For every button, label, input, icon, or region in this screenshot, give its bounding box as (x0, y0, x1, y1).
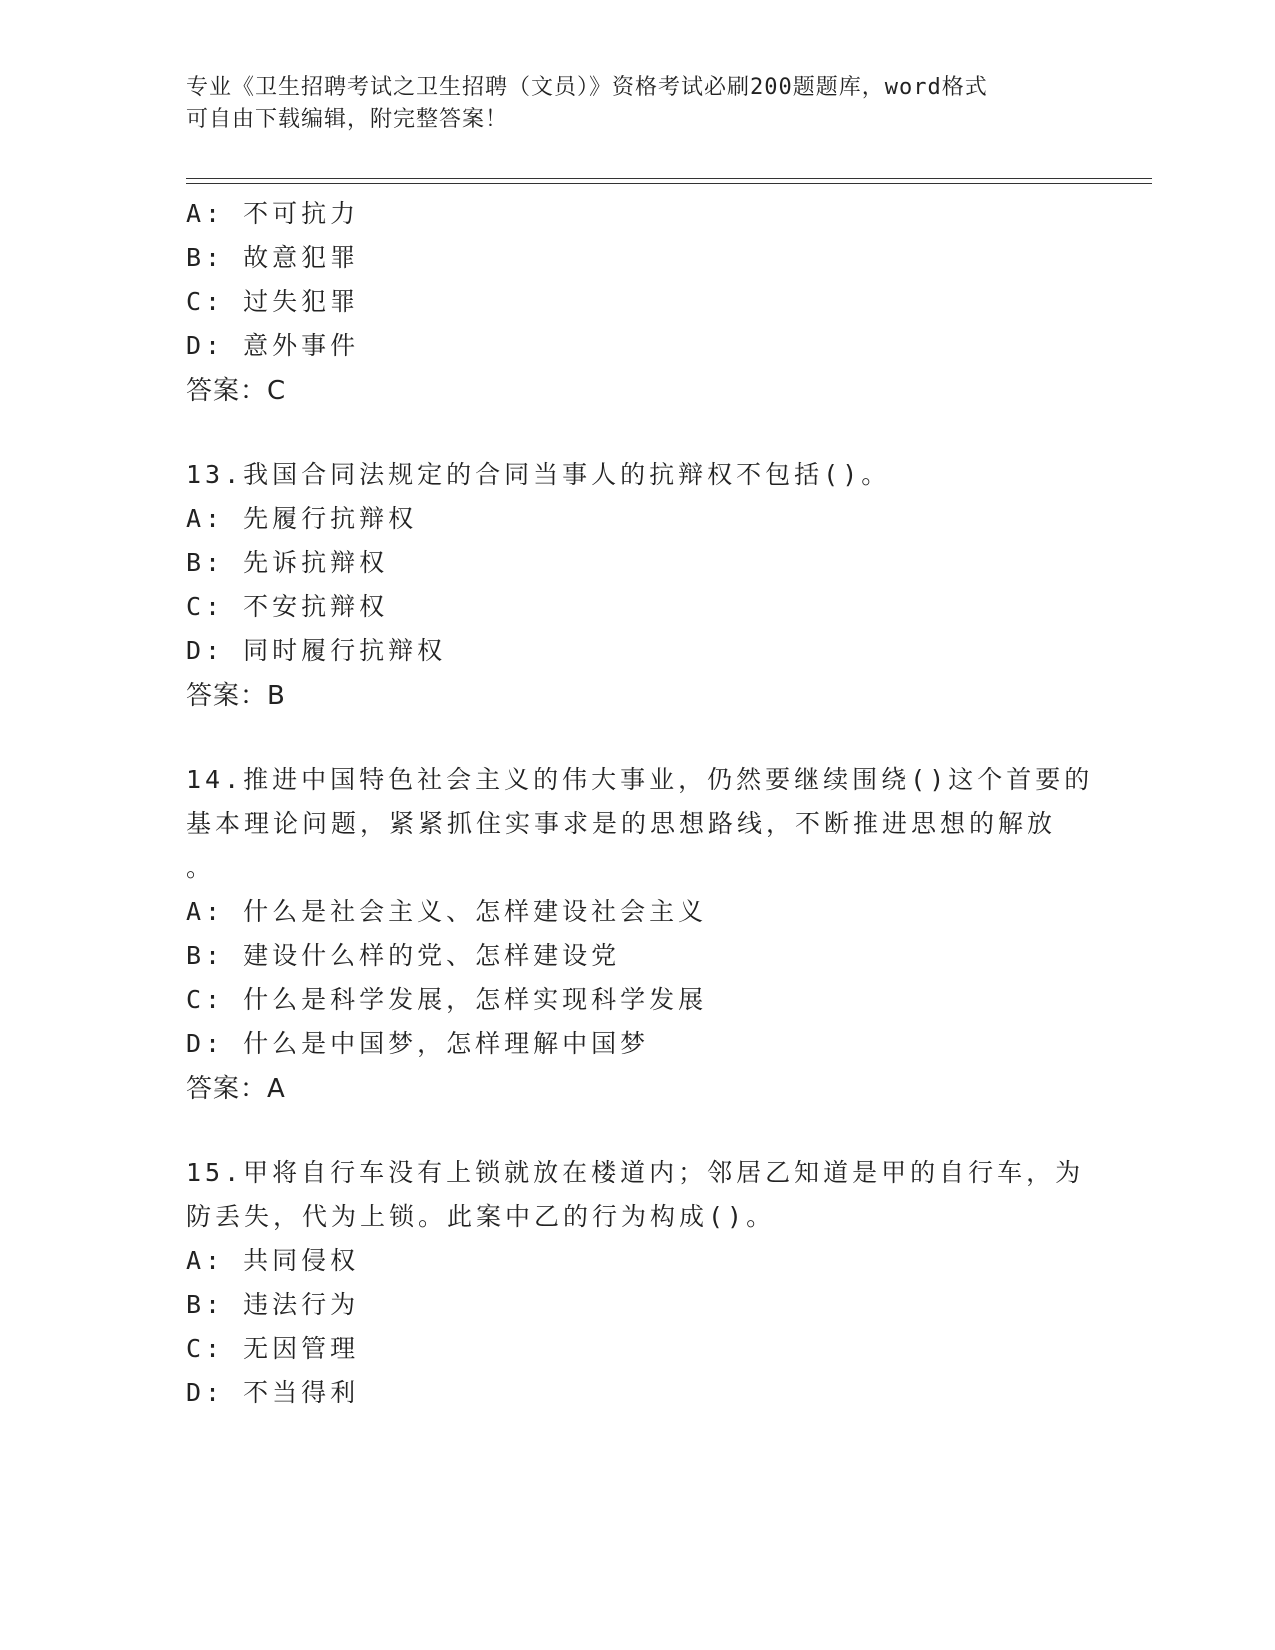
question-13: 13.我国合同法规定的合同当事人的抗辩权不包括()。 (186, 460, 891, 489)
answer-label: 答案：A (186, 1074, 286, 1104)
header-line-1: 专业《卫生招聘考试之卫生招聘（文员）》资格考试必刷200题题库，word格式 (186, 75, 988, 100)
option-b: B: 先诉抗辩权 (186, 548, 389, 577)
question-14-line-3: 。 (186, 853, 216, 882)
document-header (186, 72, 1076, 136)
option-c: C: 无因管理 (186, 1334, 360, 1363)
option-c: C: 什么是科学发展，怎样实现科学发展 (186, 985, 708, 1014)
option-d: D: 同时履行抗辩权 (186, 636, 447, 665)
option-a: A: 不可抗力 (186, 199, 360, 228)
question-14-line-2: 基本理论问题，紧紧抓住实事求是的思想路线，不断推进思想的解放 (186, 809, 1057, 838)
header-divider-bottom (186, 183, 1152, 184)
option-b: B: 建设什么样的党、怎样建设党 (186, 941, 621, 970)
question-15-line-2: 防丢失，代为上锁。此案中乙的行为构成()。 (186, 1202, 776, 1231)
question-14-line-1: 14.推进中国特色社会主义的伟大事业，仍然要继续围绕()这个首要的 (186, 765, 1094, 794)
option-a: A: 什么是社会主义、怎样建设社会主义 (186, 897, 708, 926)
header-divider-top (186, 178, 1152, 179)
header-line-2: 可自由下载编辑，附完整答案！ (186, 107, 509, 132)
answer-label: 答案：B (186, 681, 286, 711)
option-d: D: 不当得利 (186, 1378, 360, 1407)
option-a: A: 先履行抗辩权 (186, 504, 418, 533)
option-d: D: 什么是中国梦，怎样理解中国梦 (186, 1029, 650, 1058)
option-c: C: 不安抗辩权 (186, 592, 389, 621)
question-15-line-1: 15.甲将自行车没有上锁就放在楼道内；邻居乙知道是甲的自行车，为 (186, 1158, 1085, 1187)
option-d: D: 意外事件 (186, 331, 360, 360)
option-a: A: 共同侵权 (186, 1246, 360, 1275)
option-c: C: 过失犯罪 (186, 287, 360, 316)
option-b: B: 故意犯罪 (186, 243, 360, 272)
option-b: B: 违法行为 (186, 1290, 360, 1319)
answer-label: 答案：C (186, 376, 287, 406)
